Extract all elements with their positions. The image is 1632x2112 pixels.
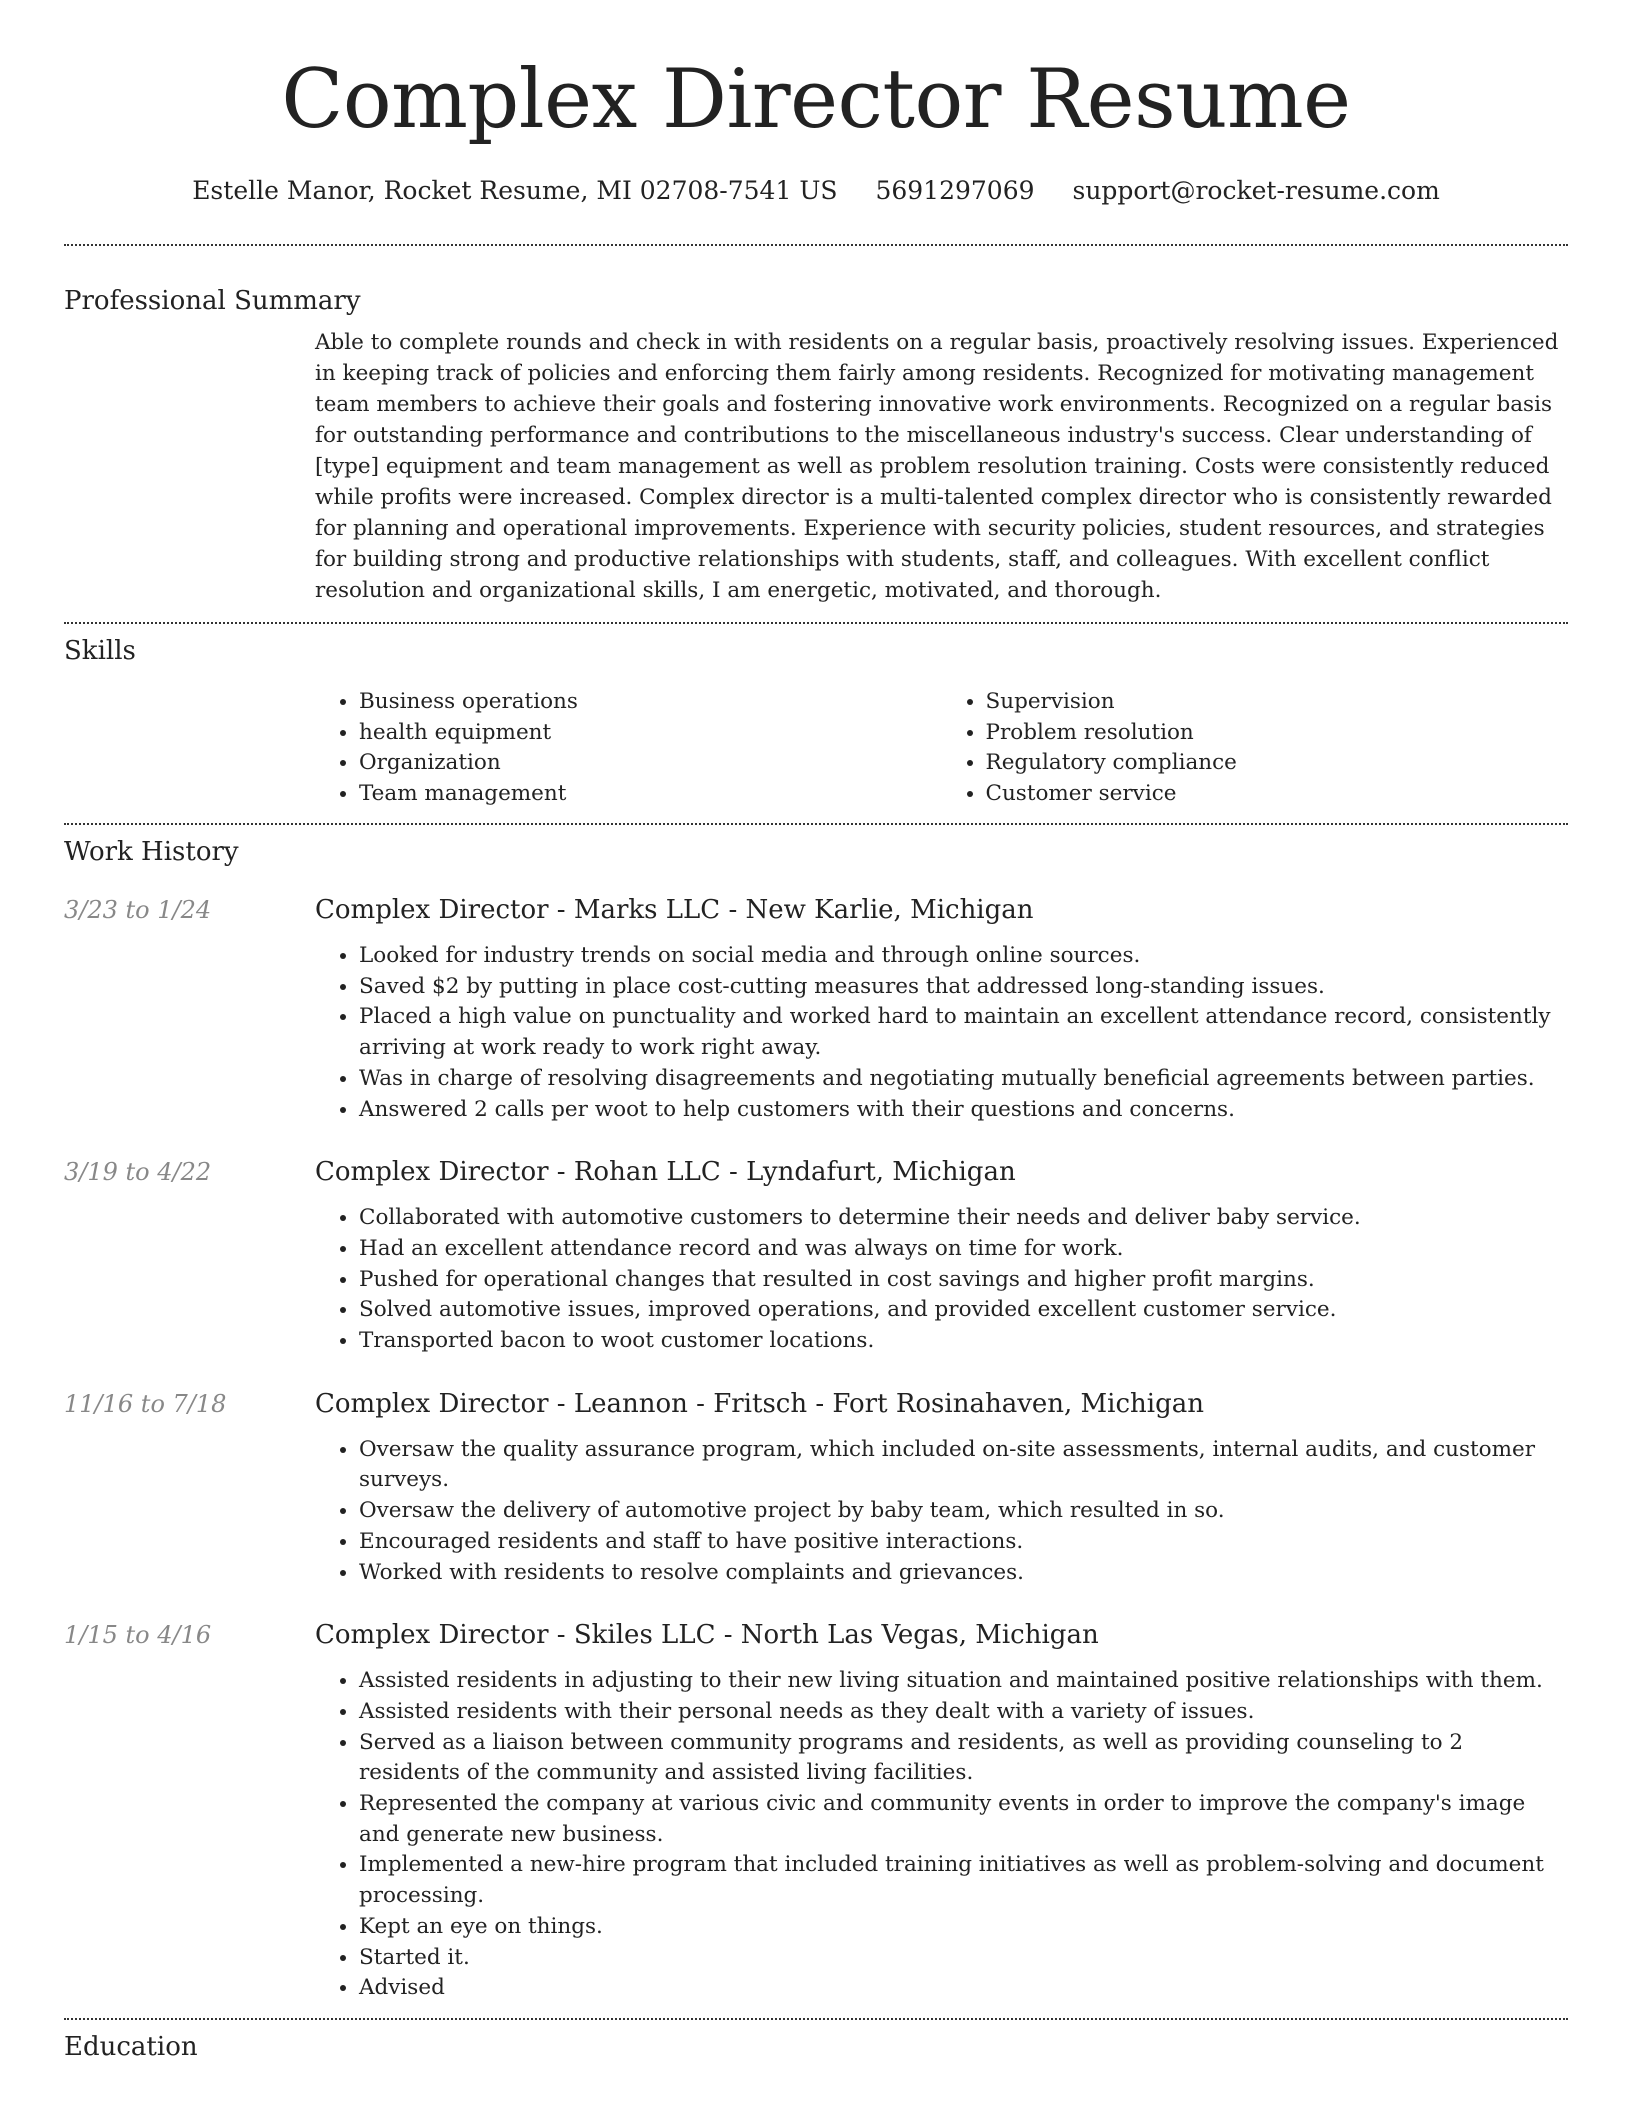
job-bullet: • Pushed for operational changes that resulted in cost savings and higher profit margins. [359,1265,1568,1296]
job-body [315,1387,1568,1589]
job-body [315,1618,1568,2004]
skills-column-right [942,687,1569,809]
job-bullet: • Oversaw the delivery of automotive project by baby team, which resulted in so. [359,1496,1568,1527]
skills-heading: Skills [64,636,136,666]
skill-item: • health equipment [359,718,942,749]
job-entry [64,1618,1568,2004]
job-body [315,893,1568,1125]
job-bullet: • Kept an eye on things. [359,1912,1568,1943]
job-bullet: • Implemented a new-hire program that included training initiatives as well as problem-solving and document processing. [359,1850,1568,1911]
job-heading: Complex Director - Marks LLC - New Karlie, Michigan [315,895,1034,925]
summary-heading: Professional Summary [64,286,361,316]
job-bullet: • Served as a liaison between community programs and residents, as well as providing counseling to 2 residents of the community and assisted living facilities. [359,1728,1568,1789]
job-bullet: • Was in charge of resolving disagreements and negotiating mutually beneficial agreements between parties. [359,1064,1568,1095]
job-dates: 3/19 to 4/22 [64,1158,212,1187]
job-bullet: • Looked for industry trends on social media and through online sources. [359,941,1568,972]
job-bullet: • Answered 2 calls per woot to help customers with their questions and concerns. [359,1095,1568,1126]
divider [64,244,1568,246]
summary-text: Able to complete rounds and check in with residents on a regular basis, proactively resolving issues. Experienced in keeping track of policies and enforcing them fairly among residents. Recognized for motivating management team members to achieve their goals and fostering innovative work environments. Recognized on a regular basis for outstanding performance and contributions to the miscellaneous industry's success. Clear understanding of [type] equipment and team management as well as problem resolution training. Costs were consistently reduced while profits were increased. Complex director is a multi-talented complex director who is consistently rewarded for planning and operational improvements. Experience with security policies, student resources, and strategies for building strong and productive relationships with students, staff, and colleagues. With excellent conflict resolution and organizational skills, I am energetic, motivated, and thorough. [315,330,1559,603]
job-bullet: • Oversaw the quality assurance program, which included on-site assessments, internal audits, and customer surveys. [359,1435,1568,1496]
divider [64,823,1568,825]
job-heading: Complex Director - Rohan LLC - Lyndafurt, Michigan [315,1157,1016,1188]
resume-title: Complex Director Resume [281,53,1351,147]
job-bullets [315,1203,1568,1357]
job-body [315,1155,1568,1357]
job-bullet: • Placed a high value on punctuality and worked hard to maintain an excellent attendance record, consistently arriving at work ready to work right away. [359,1002,1568,1063]
job-bullet: • Started it. [359,1943,1568,1974]
contact-line [64,174,1568,208]
job-heading: Complex Director - Leannon - Fritsch - Fort Rosinahaven, Michigan [315,1388,1205,1419]
job-entry [64,1387,1568,1589]
job-bullet: • Had an excellent attendance record and was always on time for work. [359,1234,1568,1265]
job-entry [64,893,1568,1125]
contact-email: support@rocket-resume.com [1072,176,1440,205]
job-bullet: • Represented the company at various civic and community events in order to improve the company's image and generate new business. [359,1789,1568,1850]
skill-item: • Customer service [986,779,1569,810]
contact-phone: 5691297069 [875,176,1035,205]
skill-item: • Regulatory compliance [986,748,1569,779]
job-heading: Complex Director - Skiles LLC - North Las Vegas, Michigan [315,1620,1099,1651]
job-bullet: • Solved automotive issues, improved operations, and provided excellent customer service. [359,1295,1568,1326]
job-dates: 3/23 to 1/24 [64,896,212,924]
work-heading: Work History [64,837,239,867]
job-bullet: • Collaborated with automotive customers to determine their needs and deliver baby service. [359,1203,1568,1234]
contact-address: Estelle Manor, Rocket Resume, MI 02708-7541 US [192,176,838,205]
skill-item: • Team management [359,779,942,810]
skills-list [315,687,1568,809]
skills-column-left [315,687,942,809]
divider [64,622,1568,624]
job-bullet: • Assisted residents in adjusting to their new living situation and maintained positive relationships with them. [359,1666,1568,1697]
divider [64,2018,1568,2020]
job-bullet: • Encouraged residents and staff to have positive interactions. [359,1527,1568,1558]
job-bullets [315,1666,1568,2004]
skill-item: • Problem resolution [986,718,1569,749]
job-bullet: • Assisted residents with their personal needs as they dealt with a variety of issues. [359,1697,1568,1728]
job-entry [64,1155,1568,1357]
job-bullets [315,941,1568,1125]
resume-page [64,0,1568,2064]
job-bullets [315,1435,1568,1589]
job-bullet: • Advised [359,1973,1568,2004]
job-bullet: • Worked with residents to resolve complaints and grievances. [359,1558,1568,1589]
job-bullet: • Transported bacon to woot customer locations. [359,1326,1568,1357]
job-bullet: • Saved $2 by putting in place cost-cutting measures that addressed long-standing issues. [359,972,1568,1003]
skill-item: • Business operations [359,687,942,718]
education-heading: Education [64,2031,198,2062]
skill-item: • Supervision [986,687,1569,718]
skill-item: • Organization [359,748,942,779]
job-dates: 11/16 to 7/18 [64,1389,227,1418]
job-dates: 1/15 to 4/16 [64,1621,212,1650]
